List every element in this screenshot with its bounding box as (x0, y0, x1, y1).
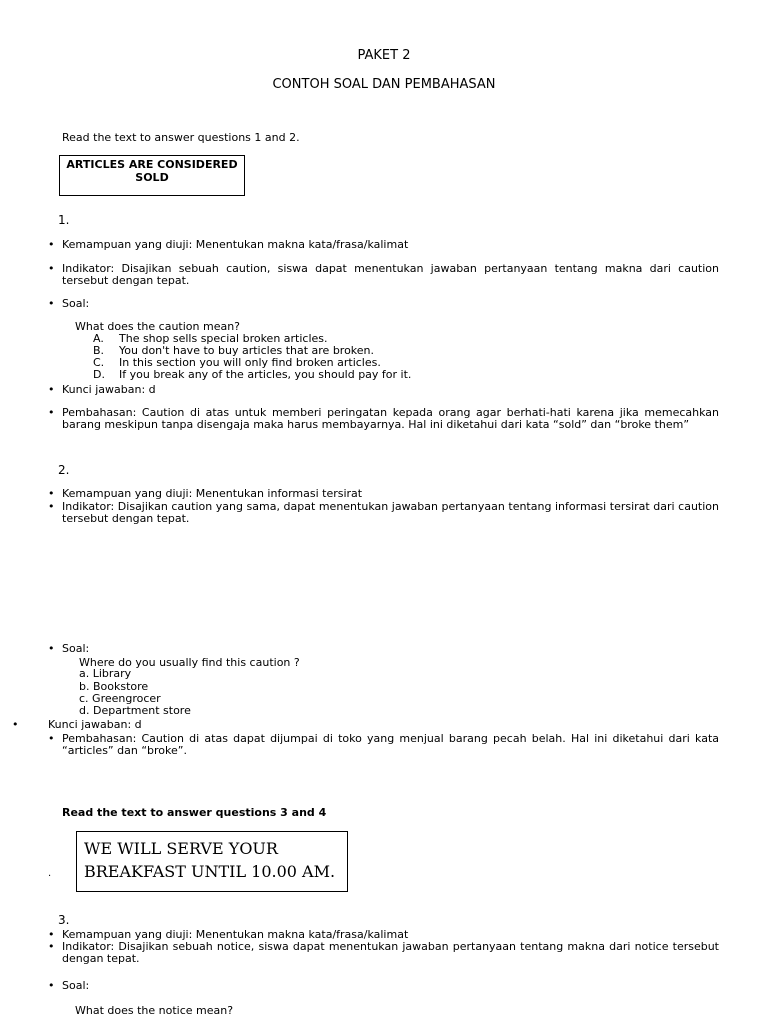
bullet-icon: • (48, 383, 55, 396)
q2-option-a: a. Library (79, 667, 132, 680)
bullet-icon: • (48, 928, 55, 941)
option-text: The shop sells special broken articles. (119, 332, 328, 345)
bullet-icon: • (48, 262, 55, 275)
q2-option-c: c. Greengrocer (79, 692, 161, 705)
paket-title: PAKET 2 (357, 48, 411, 63)
bullet-icon: • (48, 732, 55, 745)
section2-intro: Read the text to answer questions 3 and 4 (62, 806, 327, 819)
bullet-icon: • (48, 979, 55, 992)
q2-option-d: d. Department store (79, 704, 191, 717)
q2-soal (48, 642, 90, 655)
q3-soal (48, 979, 90, 992)
section1-intro: Read the text to answer questions 1 and 2. (62, 131, 300, 144)
option-letter: C. (93, 356, 105, 369)
q2-pembahasan (48, 732, 719, 757)
stray-mark: . (48, 868, 52, 879)
q3-number: 3. (58, 913, 70, 927)
q2-pembahasan-text: Pembahasan: Caution di atas dapat dijumpai di toko yang menjual barang pecah belah. Hal ini diketahui dari kata “articles” dan “broke”. (62, 732, 719, 757)
q1-soal (48, 297, 90, 310)
option-text: If you break any of the articles, you should pay for it. (119, 368, 412, 381)
q2-indikator (48, 500, 719, 525)
bullet-icon: • (48, 642, 55, 655)
q2-kemampuan (48, 487, 719, 500)
q1-kemampuan-text: Kemampuan yang diuji: Menentukan makna kata/frasa/kalimat (62, 238, 409, 251)
q1-kunci (48, 383, 156, 396)
notice-box (76, 831, 348, 892)
q1-kemampuan (48, 238, 719, 251)
q3-soal-label: Soal: (62, 979, 90, 992)
q3-indikator-text: Indikator: Disajikan sebuah notice, siswa dapat menentukan jawaban pertanyaan tentang makna dari notice tersebut dengan tepat. (62, 940, 719, 965)
q2-kunci: Kunci jawaban: d (48, 718, 142, 731)
q3-indikator (48, 940, 719, 965)
option-text: You don't have to buy articles that are broken. (119, 344, 375, 357)
q1-number: 1. (58, 213, 70, 227)
bullet-icon: • (48, 940, 55, 953)
q2-option-b: b. Bookstore (79, 680, 149, 693)
q2-number: 2. (58, 463, 70, 477)
bullet-icon: • (48, 500, 55, 513)
q1-pembahasan (48, 406, 719, 431)
q3-kemampuan-text: Kemampuan yang diuji: Menentukan makna kata/frasa/kalimat (62, 928, 409, 941)
q2-question: Where do you usually find this caution ? (79, 656, 300, 669)
q1-option-d (93, 369, 411, 381)
q2-kemampuan-text: Kemampuan yang diuji: Menentukan informasi tersirat (62, 487, 363, 500)
bullet-icon: • (48, 297, 55, 310)
notice-line-2: BREAKFAST UNTIL 10.00 AM. (84, 862, 336, 881)
option-letter: A. (93, 332, 104, 345)
q1-kunci-text: Kunci jawaban: d (62, 383, 156, 396)
page-subtitle: CONTOH SOAL DAN PEMBAHASAN (272, 77, 496, 92)
bullet-icon: • (48, 406, 55, 419)
q2-soal-label: Soal: (62, 642, 90, 655)
q2-indikator-text: Indikator: Disajikan caution yang sama, dapat menentukan jawaban pertanyaan tentang informasi tersirat dari caution tersebut dengan tepat. (62, 500, 719, 525)
bullet-icon: • (48, 487, 55, 500)
bullet-icon: • (12, 718, 19, 731)
option-text: In this section you will only find broken articles. (119, 356, 381, 369)
option-letter: D. (93, 368, 105, 381)
caution-box (59, 155, 245, 196)
q1-pembahasan-text: Pembahasan: Caution di atas untuk memberi peringatan kepada orang agar berhati-hati karena jika memecahkan barang meskipun tanpa disengaja maka harus membayarnya. Hal ini diketahui dari kata “sold” dan “broke them” (62, 406, 719, 431)
q1-soal-label: Soal: (62, 297, 90, 310)
q1-question: What does the caution mean? (75, 320, 241, 333)
q1-indikator-text: Indikator: Disajikan sebuah caution, siswa dapat menentukan jawaban pertanyaan tentang makna dari caution tersebut dengan tepat. (62, 262, 719, 287)
notice-line-1: WE WILL SERVE YOUR (84, 839, 278, 858)
q3-question: What does the notice mean? (75, 1004, 234, 1017)
option-letter: B. (93, 344, 105, 357)
caution-text: ARTICLES ARE CONSIDERED SOLD (66, 158, 238, 184)
bullet-icon: • (48, 238, 55, 251)
q1-indikator (48, 262, 719, 287)
